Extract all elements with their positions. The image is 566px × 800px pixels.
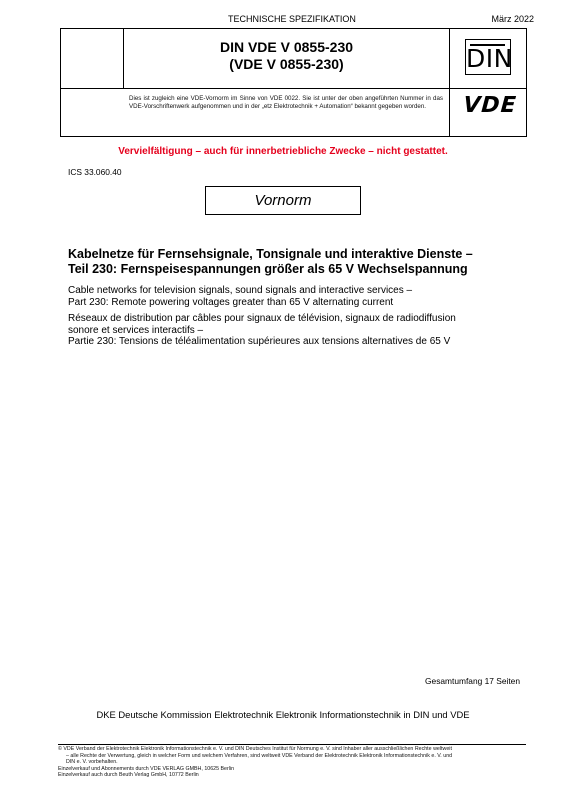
title-english-line: Part 230: Remote powering voltages greater than 65 V alternating current xyxy=(68,296,394,308)
page-header xyxy=(0,14,566,28)
standard-number-din: DIN VDE V 0855-230 xyxy=(219,39,354,55)
standard-number-vde: (VDE V 0855-230) xyxy=(229,56,344,72)
copy-warning: Vervielfältigung – auch für innerbetriebliche Zwecke – nicht gestattet. xyxy=(118,146,448,157)
vde-note: Dies ist zugleich eine VDE-Vornorm im Sinne von VDE 0022. Sie ist unter der oben angeführten Nummer in das VDE-Vorschriftenwerk aufgenommen und in der „etz Elektrotechnik + Automation“ bekannt gegeben worden. xyxy=(129,95,443,111)
title-french-line: sonore et services interactifs – xyxy=(68,324,204,336)
footer-line: – alle Rechte der Verwertung, gleich in welcher Form und welchem Verfahren, sind weltweit VDE Verband der Elektrotechnik Elektronik Informationstechnik e. V. und xyxy=(66,752,453,759)
title-english-line: Cable networks for television signals, sound signals and interactive services – xyxy=(68,285,413,296)
footer-line: © VDE Verband der Elektrotechnik Elektronik Informationstechnik e. V. und DIN Deutsches Institut für Normung e. V. sind Inhaber aller ausschließlichen Rechte weltweit xyxy=(58,746,452,752)
publication-date: März 2022 xyxy=(491,14,534,24)
din-logo xyxy=(465,39,511,75)
din-logo-text: DIN xyxy=(466,44,513,73)
divider xyxy=(449,29,450,137)
title-french-line: Réseaux de distribution par câbles pour signaux de télévision, signaux de radiodiffusion xyxy=(68,313,456,324)
title-french xyxy=(68,313,528,348)
vde-logo: VDE xyxy=(462,93,518,118)
title-german-line: Teil 230: Fernspeisespannungen größer als 65 V Wechselspannung xyxy=(68,262,468,276)
divider xyxy=(61,88,527,89)
footer-line: Einzelverkauf und Abonnements durch VDE VERLAG GMBH, 10625 Berlin xyxy=(58,765,235,772)
standard-number xyxy=(124,39,449,73)
publisher: DKE Deutsche Kommission Elektrotechnik Elektronik Informationstechnik in DIN und VDE xyxy=(96,709,470,720)
title-german xyxy=(68,247,528,277)
document-type: TECHNISCHE SPEZIFIKATION xyxy=(228,14,356,24)
ics-code: ICS 33.060.40 xyxy=(68,167,122,177)
page-count: Gesamtumfang 17 Seiten xyxy=(425,676,520,686)
footer-legal xyxy=(58,746,528,779)
title-block xyxy=(60,28,527,137)
footer-line: Einzelverkauf auch durch Beuth Verlag GmbH, 10772 Berlin xyxy=(58,772,199,779)
title-french-line: Partie 230: Tensions de téléalimentation supérieures aux tensions alternatives de 65 V xyxy=(68,336,451,347)
title-english xyxy=(68,285,528,308)
footer-divider xyxy=(58,744,526,745)
footer-line: DIN e. V. vorbehalten. xyxy=(66,759,118,766)
title-german-line: Kabelnetze für Fernsehsignale, Tonsignale und interaktive Dienste – xyxy=(68,247,473,261)
status-box: Vornorm xyxy=(205,186,361,215)
